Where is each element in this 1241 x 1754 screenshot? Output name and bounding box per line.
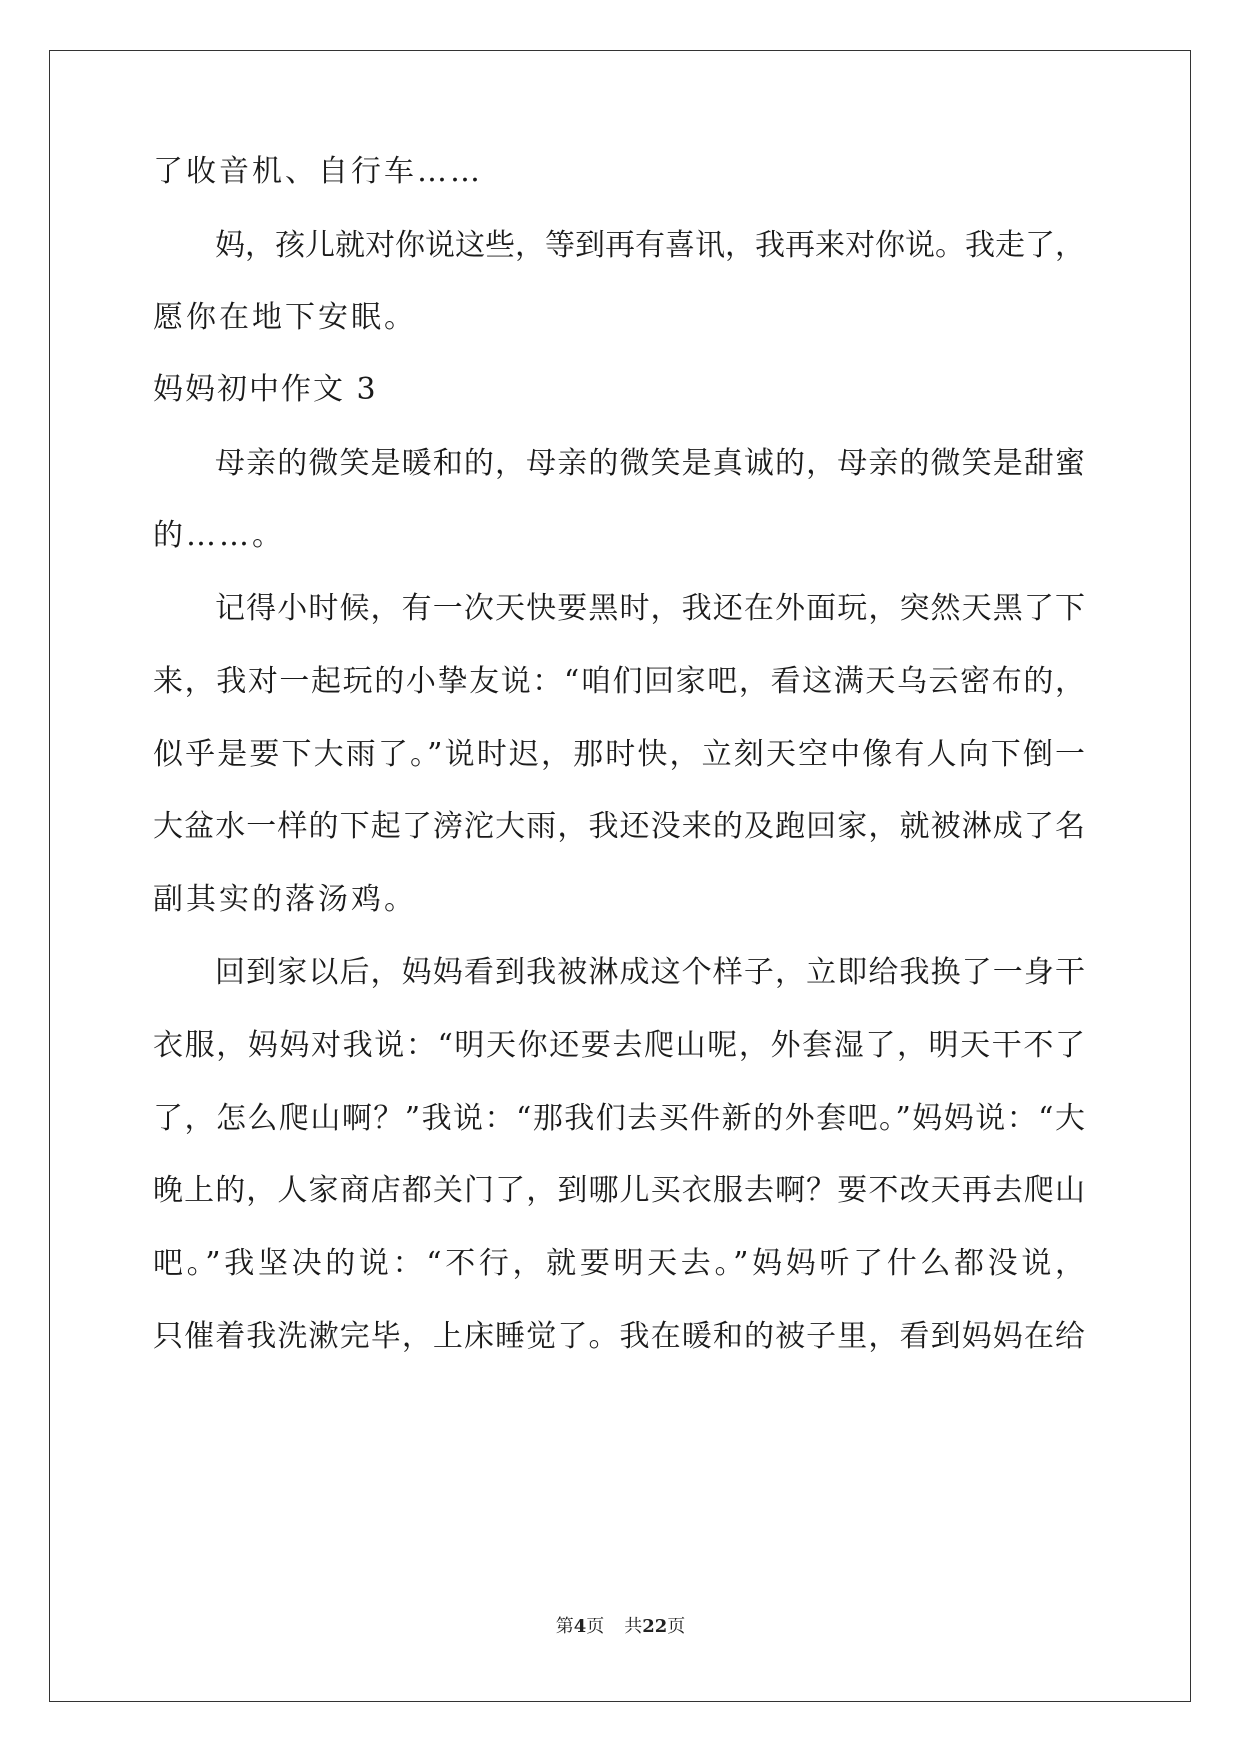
- body-text-line: 母亲的微笑是暖和的，母亲的微笑是真诚的，母亲的微笑是甜蜜: [215, 446, 1085, 481]
- total-pages: 22: [642, 1616, 668, 1637]
- body-text-line: 大盆水一样的下起了滂沱大雨，我还没来的及跑回家，就被淋成了名: [153, 809, 1085, 844]
- body-text-line: 吧。”我坚决的说：“不行，就要明天去。”妈妈听了什么都没说，: [153, 1246, 1085, 1281]
- body-text-line: 来，我对一起玩的小挚友说：“咱们回家吧，看这满天乌云密布的，: [153, 664, 1085, 699]
- body-text-line: 回到家以后，妈妈看到我被淋成这个样子，立即给我换了一身干: [215, 955, 1085, 990]
- total-prefix: 共: [624, 1616, 643, 1637]
- body-text-line: 妈，孩儿就对你说这些，等到再有喜讯，我再来对你说。我走了，: [215, 228, 1085, 263]
- body-text-line: 衣服，妈妈对我说：“明天你还要去爬山呢，外套湿了，明天干不了: [153, 1028, 1085, 1063]
- section-heading: 妈妈初中作文 3: [153, 372, 378, 407]
- body-text-line: 的……。: [153, 518, 285, 553]
- body-text-line: 记得小时候，有一次天快要黑时，我还在外面玩，突然天黑了下: [215, 591, 1085, 626]
- body-text-line: 副其实的落汤鸡。: [153, 882, 417, 917]
- body-text-line: 了，怎么爬山啊？”我说：“那我们去买件新的外套吧。”妈妈说：“大: [153, 1101, 1085, 1136]
- total-suffix: 页: [667, 1616, 686, 1637]
- body-text-line: 只催着我洗漱完毕，上床睡觉了。我在暖和的被子里，看到妈妈在给: [153, 1319, 1085, 1354]
- body-text-line: 了收音机、自行车……: [153, 154, 483, 189]
- body-text-line: 晚上的，人家商店都关门了，到哪儿买衣服去啊？要不改天再去爬山: [153, 1173, 1085, 1208]
- body-text-line: 似乎是要下大雨了。”说时迟，那时快，立刻天空中像有人向下倒一: [153, 737, 1085, 772]
- page-number: 4: [573, 1616, 587, 1637]
- body-text-line: 愿你在地下安眠。: [153, 300, 417, 335]
- page-prefix: 第: [555, 1616, 574, 1637]
- page-suffix: 页: [586, 1616, 605, 1637]
- page-footer: [0, 1615, 1241, 1639]
